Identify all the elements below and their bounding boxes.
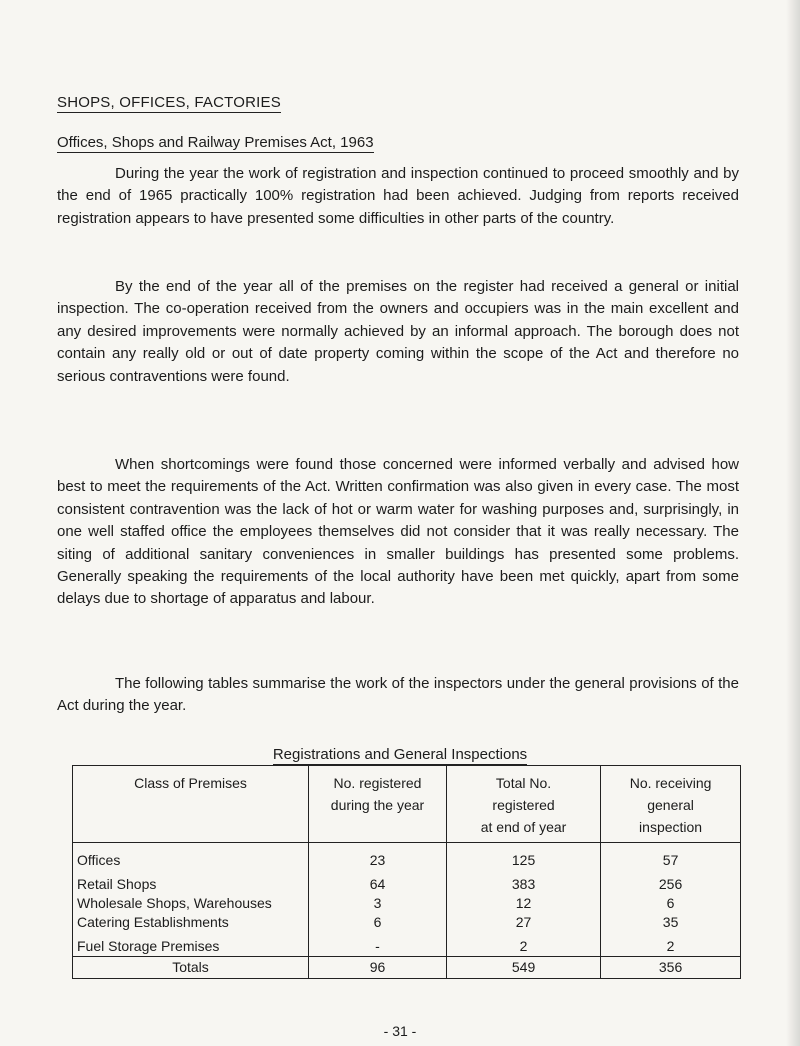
cell-registered: 23 <box>309 843 447 871</box>
table-header-row <box>73 766 741 843</box>
act-title: Offices, Shops and Railway Premises Act, 1963 <box>57 134 374 151</box>
table-title <box>0 746 800 763</box>
cell-inspected: 57 <box>601 843 741 871</box>
cell-class: Catering Establishments <box>73 913 309 932</box>
paragraph-shortcomings: When shortcomings were found those concerned were informed verbally and advised how best to meet the requirements of the Act. Written confirmation was also given in every case. The most consistent contravention was the lack of hot or warm water for washing purposes and, surprisingly, in one well staffed office the employees themselves did not consider that it was really necessary. The siting of additional sanitary conveniences in smaller buildings has presented some problems. Generally speaking the requirements of the local authority have been met quickly, apart from some delays due to shortage of apparatus and labour. <box>57 456 739 608</box>
cell-total: 2 <box>446 932 600 957</box>
cell-totals-total: 549 <box>446 957 600 979</box>
cell-total: 383 <box>446 870 600 894</box>
cell-total: 12 <box>446 894 600 913</box>
cell-inspected: 35 <box>601 913 741 932</box>
cell-class: Wholesale Shops, Warehouses <box>73 894 309 913</box>
header-general-inspection: No. receiving general inspection <box>601 766 741 843</box>
cell-inspected: 2 <box>601 932 741 957</box>
header-total-registered: Total No. registered at end of year <box>446 766 600 843</box>
cell-total: 27 <box>446 913 600 932</box>
cell-class: Offices <box>73 843 309 871</box>
registrations-table <box>72 765 741 979</box>
cell-inspected: 256 <box>601 870 741 894</box>
paragraph-registration-progress: During the year the work of registration and inspection continued to proceed smoothly and by the end of 1965 practically 100% registration had been achieved. Judging from reports received registration appears to have presented some difficulties in other parts of the country. <box>57 165 739 227</box>
table-totals-row <box>73 957 741 979</box>
page-number: - 31 - <box>383 1023 417 1039</box>
table-row-fuel-storage <box>73 932 741 957</box>
cell-registered: 6 <box>309 913 447 932</box>
table-row-offices <box>73 843 741 871</box>
table-row-catering <box>73 913 741 932</box>
header-registered-during-year: No. registered during the year <box>309 766 447 843</box>
cell-totals-inspected: 356 <box>601 957 741 979</box>
cell-totals-label: Totals <box>73 957 309 979</box>
table-title-text: Registrations and General Inspections <box>272 746 528 763</box>
page-edge-shadow <box>786 0 800 1046</box>
table-row-wholesale <box>73 894 741 913</box>
section-heading: SHOPS, OFFICES, FACTORIES <box>57 94 281 111</box>
cell-class: Fuel Storage Premises <box>73 932 309 957</box>
cell-registered: - <box>309 932 447 957</box>
cell-registered: 64 <box>309 870 447 894</box>
paragraph-tables-intro: The following tables summarise the work of the inspectors under the general provisions of the Act during the year. <box>57 675 739 715</box>
cell-registered: 3 <box>309 894 447 913</box>
cell-totals-registered: 96 <box>309 957 447 979</box>
cell-total: 125 <box>446 843 600 871</box>
paragraph-inspection-cooperation: By the end of the year all of the premises on the register had received a general or initial inspection. The co-operation received from the owners and occupiers was in the main excellent and any desired improvements were normally achieved by an informal approach. The borough does not contain any really old or out of date property coming within the scope of the Act and therefore no serious contraventions were found. <box>57 278 739 385</box>
table-row-retail-shops <box>73 870 741 894</box>
header-class-of-premises: Class of Premises <box>73 766 309 843</box>
cell-inspected: 6 <box>601 894 741 913</box>
cell-class: Retail Shops <box>73 870 309 894</box>
